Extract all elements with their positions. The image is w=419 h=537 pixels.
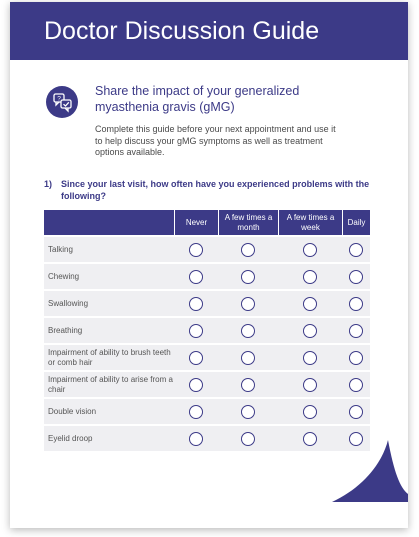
row-label: Chewing [44, 264, 174, 289]
row-label: Swallowing [44, 291, 174, 316]
page-curl-decoration [10, 2, 408, 528]
column-header: A few times a month [218, 210, 278, 235]
row-label: Double vision [44, 399, 174, 424]
column-header: A few times a week [278, 210, 342, 235]
intro-body: Complete this guide before your next appointment and use it to help discuss your gMG symptoms as well as treatment options available. [95, 124, 336, 157]
intro-heading: Share the impact of your generalized myasthenia gravis (gMG) [95, 84, 300, 114]
question-number: 1) [44, 179, 53, 189]
row-label: Breathing [44, 318, 174, 343]
row-label: Eyelid droop [44, 426, 174, 451]
question-text: Since your last visit, how often have you experienced problems with the following? [61, 179, 370, 201]
row-label: Talking [44, 237, 174, 262]
column-header: Daily [342, 210, 370, 235]
svg-text:?: ? [57, 95, 61, 103]
row-label: Impairment of ability to arise from a chair [44, 372, 174, 397]
page-title: Doctor Discussion Guide [44, 17, 320, 45]
column-header: Never [174, 210, 218, 235]
guide-page [10, 2, 408, 528]
row-label: Impairment of ability to brush teeth or comb hair [44, 345, 174, 370]
